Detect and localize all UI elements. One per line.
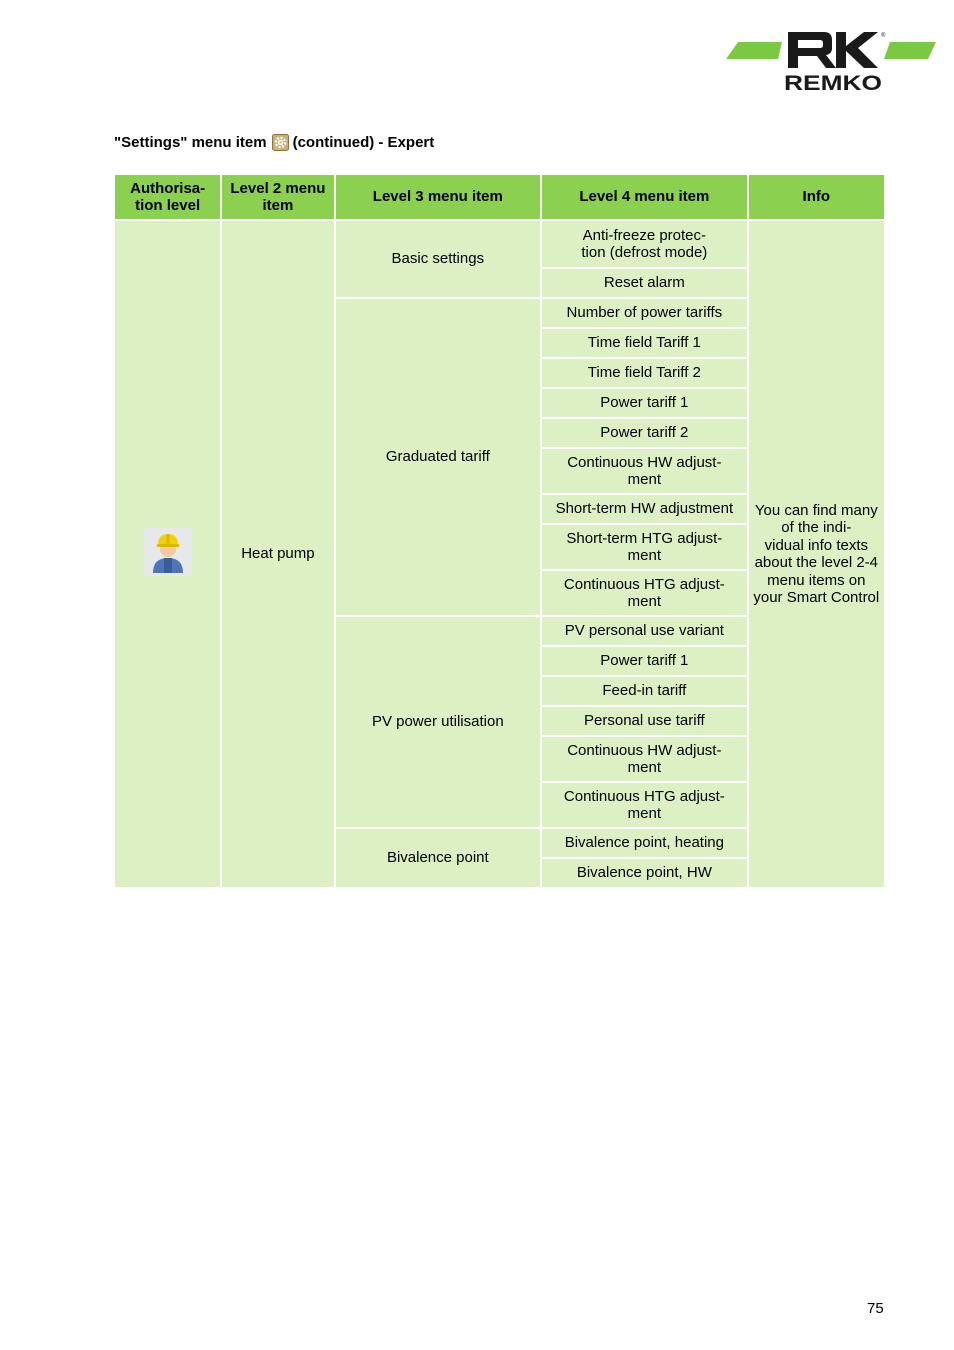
level4-item: Short-term HTG adjust- ment xyxy=(542,525,747,569)
svg-text:®: ® xyxy=(881,33,886,39)
level3-item: Graduated tariff xyxy=(336,299,541,615)
logo-text: REMKO xyxy=(784,72,882,94)
table-row xyxy=(115,221,884,267)
settings-gear-icon xyxy=(272,134,289,151)
level4-item: Bivalence point, HW xyxy=(542,859,747,887)
expert-worker-icon xyxy=(144,528,192,576)
section-title-suffix: (continued) - Expert xyxy=(292,134,435,151)
level4-item: Time field Tariff 2 xyxy=(542,359,747,387)
header-level4: Level 4 menu item xyxy=(542,175,747,219)
level4-item: Power tariff 2 xyxy=(542,419,747,447)
level4-item: Reset alarm xyxy=(542,269,747,297)
auth-level-cell xyxy=(115,221,220,887)
level3-item: Basic settings xyxy=(336,221,541,297)
level4-item: Power tariff 1 xyxy=(542,389,747,417)
page-number: 75 xyxy=(867,1300,884,1317)
level4-item: Continuous HTG adjust- ment xyxy=(542,783,747,827)
level4-item: Continuous HW adjust- ment xyxy=(542,737,747,781)
level4-item: Continuous HTG adjust- ment xyxy=(542,571,747,615)
level4-item: Number of power tariffs xyxy=(542,299,747,327)
level4-item: Anti-freeze protec- tion (defrost mode) xyxy=(542,221,747,267)
level4-item: Bivalence point, heating xyxy=(542,829,747,857)
table-header-row xyxy=(115,175,884,219)
settings-menu-table xyxy=(113,173,886,889)
level4-item: Short-term HW adjustment xyxy=(542,495,747,523)
level4-item: Power tariff 1 xyxy=(542,647,747,675)
level4-item: PV personal use variant xyxy=(542,617,747,645)
level4-item: Continuous HW adjust- ment xyxy=(542,449,747,493)
level3-item: Bivalence point xyxy=(336,829,541,887)
header-level3: Level 3 menu item xyxy=(336,175,541,219)
section-title-prefix: "Settings" menu item xyxy=(114,134,267,151)
header-level2: Level 2 menu item xyxy=(222,175,333,219)
level4-item: Personal use tariff xyxy=(542,707,747,735)
level4-item: Time field Tariff 1 xyxy=(542,329,747,357)
level2-cell: Heat pump xyxy=(222,221,333,887)
header-info: Info xyxy=(749,175,884,219)
info-cell: You can find many of the indi- vidual info texts about the level 2-4 menu items on your Smart Control xyxy=(749,221,884,887)
level4-item: Feed-in tariff xyxy=(542,677,747,705)
section-title xyxy=(114,134,434,151)
remko-logo xyxy=(724,28,938,94)
header-auth-level: Authorisa- tion level xyxy=(115,175,220,219)
level3-item: PV power utilisation xyxy=(336,617,541,827)
